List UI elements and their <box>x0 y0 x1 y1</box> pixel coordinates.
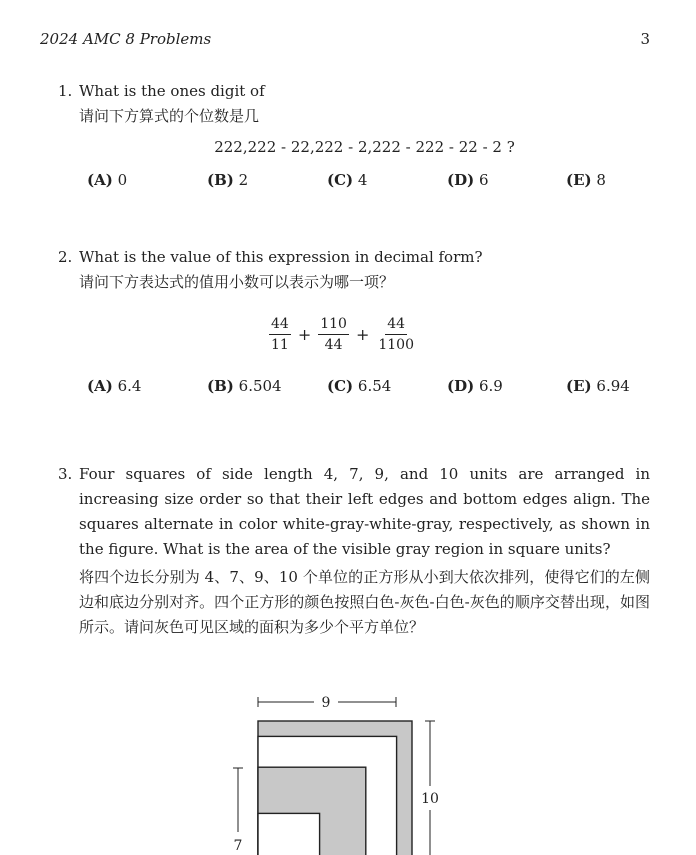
choice-value: 8 <box>596 171 606 189</box>
dimension-right <box>425 721 435 855</box>
problem-text-zh: 请问下方表达式的值用小数可以表示为哪一项？ <box>79 273 395 291</box>
fraction-denominator: 11 <box>270 337 289 353</box>
choice-value: 0 <box>117 171 128 189</box>
choice-label: (C) <box>327 377 354 395</box>
choice-value: 6.504 <box>238 377 282 395</box>
choice-value: 4 <box>357 171 368 189</box>
problem-text-zh: 请问下方算式的个位数是几 <box>79 107 260 125</box>
square-side-4 <box>258 813 320 855</box>
choice-label: (E) <box>566 377 592 395</box>
fraction-denominator: 1100 <box>378 337 414 353</box>
fraction-numerator: 110 <box>318 315 349 335</box>
dimension-label-top: 9 <box>321 695 331 711</box>
problem-number: 3. <box>58 465 73 483</box>
choice-label: (D) <box>447 171 475 189</box>
problem-expression: 222,222 - 22,222 - 2,222 - 222 - 22 - 2 ? <box>214 138 515 156</box>
choice-label: (D) <box>447 377 475 395</box>
problem-text-zh: 将四个边长分别为 4、7、9、10 个单位的正方形从小到大依次排列，使得它们的左侧边和底边分别对齐。四个正方形的颜色按照白色-灰色-白色-灰色的顺序交替出现，如图所示。请问灰色可见区域的面积为多少个平方单位？ <box>79 568 650 636</box>
problem-text-en: What is the ones digit of <box>79 82 265 100</box>
fraction-numerator: 44 <box>269 315 291 335</box>
fraction-numerator: 44 <box>385 315 407 335</box>
dimension-label-right: 10 <box>421 791 439 807</box>
choice-value: 6 <box>478 171 489 189</box>
choice-label: (B) <box>207 171 234 189</box>
fraction-denominator: 44 <box>324 337 343 353</box>
problem-number: 2. <box>58 248 73 266</box>
choice-value: 6.54 <box>357 377 392 395</box>
squares-group <box>258 721 412 855</box>
plus-operator: + <box>297 325 312 344</box>
choice-value: 6.4 <box>117 377 142 395</box>
choice-label: (A) <box>87 377 113 395</box>
choice-label: (E) <box>566 171 592 189</box>
problem-number: 1. <box>58 82 73 100</box>
problem-text-en: Four squares of side length 4, 7, 9, and 10 units are arranged in increasing size order so that their left edges and bottom edges align. The squares alternate in color white-gray-white-gray, respectively, as shown in the figure. What is the area of the visible gray region in square units? <box>79 465 650 558</box>
dimension-left <box>233 768 243 832</box>
choice-value: 2 <box>238 171 249 189</box>
problem-text-en: What is the value of this expression in decimal form? <box>79 248 483 266</box>
choice-value: 6.94 <box>596 377 630 395</box>
choice-label: (A) <box>87 171 113 189</box>
dimension-label-left: 7 <box>233 838 243 854</box>
plus-operator: + <box>355 325 370 344</box>
choice-label: (C) <box>327 171 354 189</box>
choice-value: 6.9 <box>478 377 503 395</box>
page-header-title: 2024 AMC 8 Problems <box>40 30 212 48</box>
page-number: 3 <box>640 30 650 48</box>
choice-label: (B) <box>207 377 234 395</box>
